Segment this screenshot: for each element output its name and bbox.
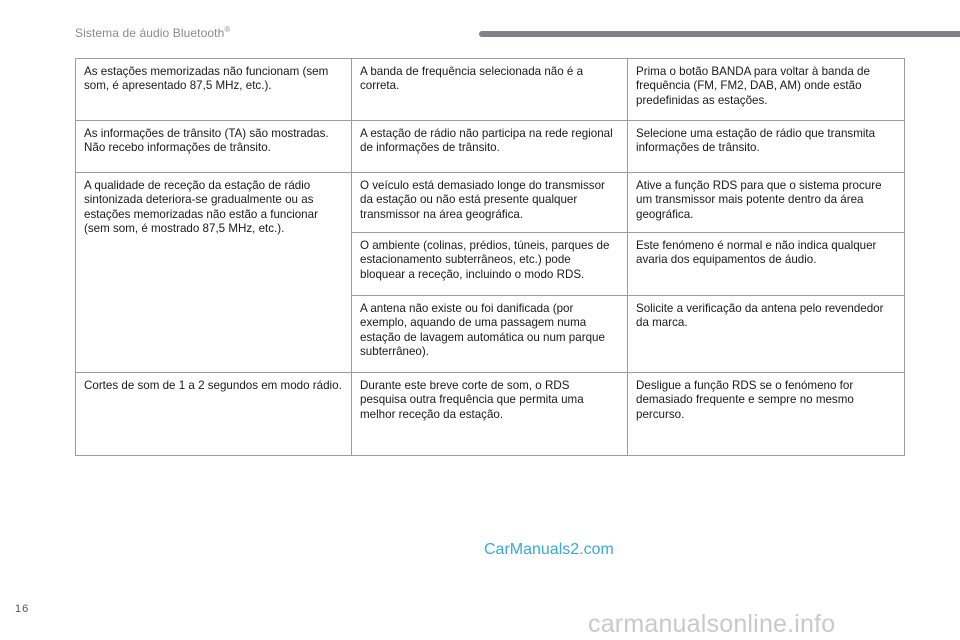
solution-cell: Este fenómeno é normal e não indica qualquer avaria dos equipamentos de áudio. <box>628 233 905 296</box>
cause-cell: Durante este breve corte de som, o RDS pesquisa outra frequência que permita uma melhor receção da estação. <box>352 373 628 456</box>
table-row <box>76 121 905 173</box>
page-number: 16 <box>15 603 30 615</box>
cause-cell: A antena não existe ou foi danificada (por exemplo, aquando de uma passagem numa estação de lavagem automática ou num parque subterrâneo). <box>352 296 628 373</box>
cause-cell: A estação de rádio não participa na rede regional de informações de trânsito. <box>352 121 628 173</box>
problem-cell: A qualidade de receção da estação de rádio sintonizada deteriora-se gradualmente ou as estações memorizadas não estão a funcionar (sem som, é mostrado 87,5 MHz, etc.). <box>76 173 352 373</box>
cause-cell: A banda de frequência selecionada não é a correta. <box>352 59 628 121</box>
cause-cell: O ambiente (colinas, prédios, túneis, parques de estacionamento subterrâneos, etc.) pode bloquear a receção, incluindo o modo RDS. <box>352 233 628 296</box>
solution-cell: Prima o botão BANDA para voltar à banda de frequência (FM, FM2, DAB, AM) onde estão predefinidas as estações. <box>628 59 905 121</box>
header-decorative-bar <box>479 31 960 37</box>
table-row <box>76 373 905 456</box>
cause-cell: O veículo está demasiado longe do transmissor da estação ou não está presente qualquer transmissor na área geográfica. <box>352 173 628 233</box>
page-header-title <box>75 25 230 40</box>
watermark-link[interactable]: CarManuals2.com <box>484 541 614 558</box>
troubleshooting-table <box>75 58 905 456</box>
solution-cell: Solicite a verificação da antena pelo revendedor da marca. <box>628 296 905 373</box>
header-title-text: Sistema de áudio Bluetooth <box>75 26 225 40</box>
solution-cell: Selecione uma estação de rádio que transmita informações de trânsito. <box>628 121 905 173</box>
table-row <box>76 173 905 233</box>
table-row <box>76 59 905 121</box>
problem-cell: As informações de trânsito (TA) são mostradas. Não recebo informações de trânsito. <box>76 121 352 173</box>
solution-cell: Desligue a função RDS se o fenómeno for demasiado frequente e sempre no mesmo percurso. <box>628 373 905 456</box>
problem-cell: As estações memorizadas não funcionam (sem som, é apresentado 87,5 MHz, etc.). <box>76 59 352 121</box>
watermark-footer: carmanualsonline.info <box>588 610 836 638</box>
solution-cell: Ative a função RDS para que o sistema procure um transmissor mais potente dentro da área geográfica. <box>628 173 905 233</box>
problem-cell: Cortes de som de 1 a 2 segundos em modo rádio. <box>76 373 352 456</box>
registered-mark: ® <box>224 25 231 34</box>
